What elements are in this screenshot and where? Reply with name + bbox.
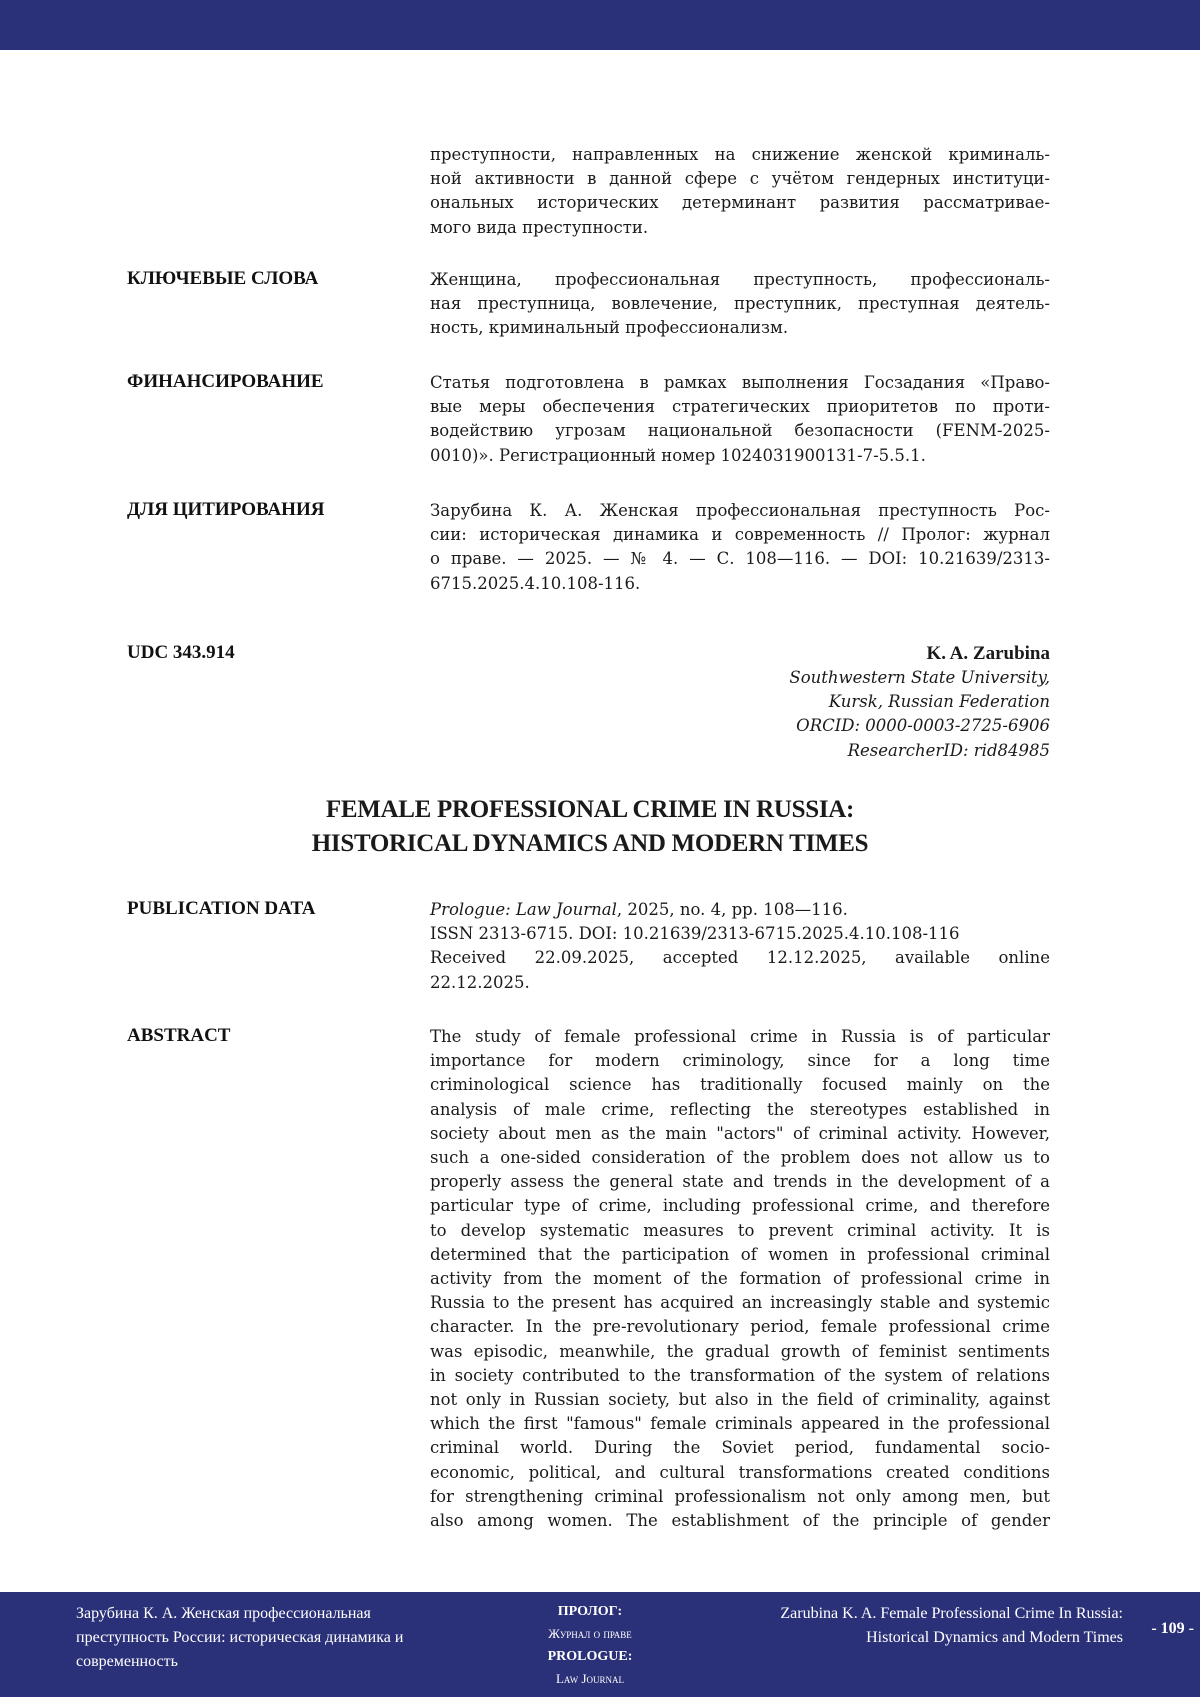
text-line: criminal world. During the Soviet period, fundamental socio- xyxy=(430,1438,1050,1458)
text-line: society about men as the main "actors" of criminal activity. However, xyxy=(430,1123,1050,1143)
text-line: in society contributed to the transformation of the system of relations xyxy=(430,1365,1050,1385)
text-line: ISSN 2313-6715. DOI: 10.21639/2313-6715.2025.4.10.108-116 xyxy=(430,924,960,944)
text-line: Зарубина К. А. Женская профессиональная преступность Рос- xyxy=(430,501,1050,520)
text-line: Статья подготовлена в рамках выполнения Госзадания «Право- xyxy=(430,373,1050,392)
text-line: 6715.2025.4.10.108-116. xyxy=(430,573,641,593)
journal-subtitle-en: Law Journal xyxy=(555,1671,625,1686)
text-line xyxy=(430,898,1050,922)
keywords-label: КЛЮЧЕВЫЕ СЛОВА xyxy=(127,268,319,289)
issue-info: , 2025, no. 4, pp. 108—116. xyxy=(616,900,848,919)
text-line: which the first "famous" female criminals appeared in the professional xyxy=(430,1414,1050,1434)
text-line: преступности, направленных на снижение женской криминаль- xyxy=(430,145,1050,164)
footer-line: преступность России: историческая динамика и xyxy=(76,1629,404,1646)
footer-citation-en xyxy=(780,1602,1123,1650)
text-line: Женщина, профессиональная преступность, профессиональ- xyxy=(430,270,1050,289)
text-line: not only in Russian society, but also in the field of criminality, against xyxy=(430,1390,1050,1410)
journal-subtitle-ru: Журнал о праве xyxy=(548,1626,632,1641)
footer-line: Zarubina K. A. Female Professional Crime In Russia: xyxy=(780,1605,1123,1622)
text-line: criminological science has traditionally focused mainly on the xyxy=(430,1075,1050,1095)
affiliation-line: Kursk, Russian Federation xyxy=(828,692,1050,712)
text-line: also among women. The establishment of the principle of gender xyxy=(430,1511,1050,1531)
page-number: - 109 - xyxy=(1151,1620,1194,1637)
author-name: K. A. Zarubina xyxy=(926,643,1050,664)
author-affiliation xyxy=(789,666,1050,763)
journal-name-ru: ПРОЛОГ: xyxy=(557,1604,623,1619)
text-line: for strengthening criminal professionalism not only among men, but xyxy=(430,1486,1050,1506)
text-line: вые меры обеспечения стратегических приоритетов по проти- xyxy=(430,397,1050,417)
text-line: activity from the moment of the formation of professional crime in xyxy=(430,1269,1050,1289)
text-line: properly assess the general state and trends in the development of a xyxy=(430,1172,1050,1192)
footer-citation-ru xyxy=(76,1602,476,1674)
text-line: economic, political, and cultural transformations created conditions xyxy=(430,1462,1050,1482)
text-line: ность, криминальный профессионализм. xyxy=(430,318,789,338)
orcid: ORCID: 0000-0003-2725-6906 xyxy=(796,716,1050,736)
title-line: HISTORICAL DYNAMICS AND MODERN TIMES xyxy=(311,830,869,857)
journal-name: Prologue: Law Journal xyxy=(430,900,617,919)
title-line: FEMALE PROFESSIONAL CRIME IN RUSSIA: xyxy=(325,796,855,823)
text-line: ональных исторических детерминант развития рассматривае- xyxy=(430,193,1050,213)
text-line: водействию угрозам национальной безопасности (FENM-2025- xyxy=(430,421,1050,441)
citation-label: ДЛЯ ЦИТИРОВАНИЯ xyxy=(127,499,325,520)
text-line: ная преступница, вовлечение, преступник, преступная деятель- xyxy=(430,294,1050,314)
footer-line: современность xyxy=(76,1653,178,1670)
article-title xyxy=(0,793,1180,861)
text-line: сии: историческая динамика и современность // Пролог: журнал xyxy=(430,525,1050,545)
publication-label: PUBLICATION DATA xyxy=(127,898,316,919)
text-line: 0010)». Регистрационный номер 1024031900131-7-5.5.1. xyxy=(430,445,926,465)
funding-label: ФИНАНСИРОВАНИЕ xyxy=(127,371,324,392)
text-line: Russia to the present has acquired an increasingly stable and systemic xyxy=(430,1293,1050,1313)
text-line: particular type of crime, including professional crime, and therefore xyxy=(430,1196,1050,1216)
text-line: was episodic, meanwhile, the gradual growth of feminist sentiments xyxy=(430,1341,1050,1361)
udc: UDC 343.914 xyxy=(127,642,235,663)
text-line: The study of female professional crime in Russia is of particular xyxy=(430,1027,1050,1046)
text-line: character. In the pre-revolutionary period, female professional crime xyxy=(430,1317,1050,1337)
journal-name-en: PROLOGUE: xyxy=(547,1649,633,1664)
footer-line: Зарубина К. А. Женская профессиональная xyxy=(76,1605,371,1622)
affiliation-line: Southwestern State University, xyxy=(789,668,1050,687)
text-line: Received 22.09.2025, accepted 12.12.2025, available online xyxy=(430,948,1050,968)
text-line: analysis of male crime, reflecting the stereotypes established in xyxy=(430,1099,1050,1119)
text-line: importance for modern criminology, since for a long time xyxy=(430,1051,1050,1071)
journal-logo-text xyxy=(520,1600,660,1690)
text-line: ной активности в данной сфере с учётом гендерных институци- xyxy=(430,169,1050,189)
abstract-ru-text xyxy=(430,143,1050,240)
footer xyxy=(0,1592,1200,1697)
researcher-id: ResearcherID: rid84985 xyxy=(847,740,1050,760)
footer-line: Historical Dynamics and Modern Times xyxy=(866,1629,1123,1646)
header-bar xyxy=(0,0,1200,50)
text-line: such a one-sided consideration of the problem does not allow us to xyxy=(430,1148,1050,1168)
abstract-label: ABSTRACT xyxy=(127,1025,231,1046)
text-line: мого вида преступности. xyxy=(430,217,649,237)
text-line: to develop systematic measures to prevent criminal activity. It is xyxy=(430,1220,1050,1240)
text-line: о праве. — 2025. — № 4. — С. 108—116. — DOI: 10.21639/2313- xyxy=(430,549,1050,569)
text-line: 22.12.2025. xyxy=(430,972,530,992)
text-line: determined that the participation of women in professional criminal xyxy=(430,1244,1050,1264)
